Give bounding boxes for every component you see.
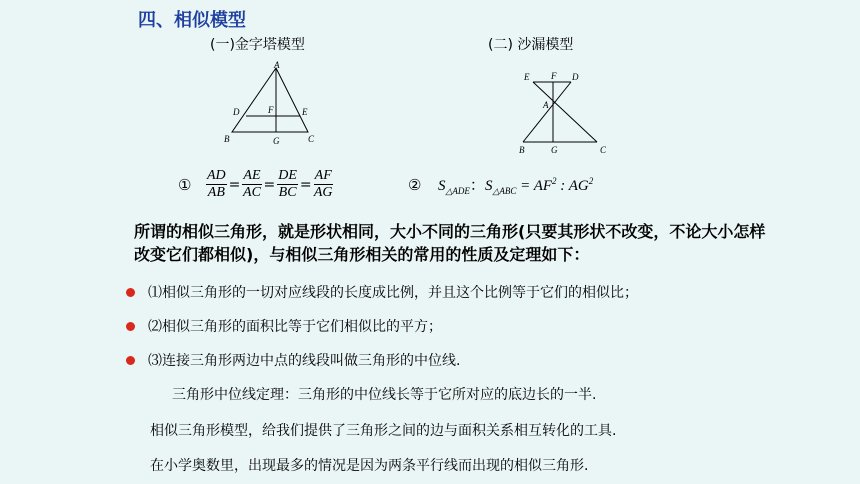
point-label-g: G bbox=[273, 136, 280, 146]
point-label-g: G bbox=[551, 145, 558, 155]
point-label-b: B bbox=[519, 145, 525, 155]
olympiad-note: 在小学奥数里，出现最多的情况是因为两条平行线而出现的相似三角形. bbox=[150, 458, 589, 474]
fraction: $\frac{AD}{AB}$ bbox=[207, 168, 226, 200]
point-label-e: E bbox=[302, 107, 308, 117]
pyramid-model-label: (一)金字塔模型 bbox=[210, 37, 305, 53]
point-label-c: C bbox=[600, 145, 607, 155]
hourglass-model-label: (二) 沙漏模型 bbox=[488, 37, 574, 53]
bullet-item: ⑶连接三角形两边中点的线段叫做三角形的中位线. bbox=[148, 353, 461, 369]
fraction: $\frac{AE}{AC}$ bbox=[243, 168, 261, 200]
bullet-dot bbox=[126, 288, 135, 297]
point-label-b: B bbox=[224, 134, 230, 144]
point-label-a: A bbox=[274, 60, 280, 70]
formula-marker-1: ① bbox=[178, 176, 192, 194]
page-title: 四、相似模型 bbox=[138, 10, 246, 31]
formula-marker-2: ② bbox=[408, 176, 422, 194]
point-label-f: F bbox=[268, 105, 274, 115]
point-label-d: D bbox=[572, 72, 579, 82]
intro-paragraph: 所谓的相似三角形，就是形状相同，大小不同的三角形(只要其形状不改变，不论大小怎样改变它们都相似)，与相似三角形相关的常用的性质及定理如下： bbox=[134, 222, 766, 264]
point-label-a: A bbox=[543, 100, 549, 110]
point-label-e: E bbox=[524, 72, 530, 82]
bullet-item: ⑴相似三角形的一切对应线段的长度成比例，并且这个比例等于它们的相似比； bbox=[148, 285, 638, 301]
bullet-dot bbox=[126, 356, 135, 365]
hourglass-diagram bbox=[515, 70, 615, 150]
point-label-f: F bbox=[551, 71, 557, 81]
midline-theorem: 三角形中位线定理：三角形的中位线长等于它所对应的底边长的一半. bbox=[172, 387, 597, 403]
fraction: $\frac{DE}{BC}$ bbox=[278, 168, 297, 200]
bullet-dot bbox=[126, 322, 135, 331]
point-label-c: C bbox=[308, 134, 315, 144]
fraction: $\frac{AF}{AG}$ bbox=[313, 168, 333, 200]
bullet-item: ⑵相似三角形的面积比等于它们相似比的平方； bbox=[148, 319, 442, 335]
model-note: 相似三角形模型，给我们提供了三角形之间的边与面积关系相互转化的工具. bbox=[150, 423, 617, 439]
area-ratio-formula: $S_{\triangle ADE}$：$S_{\triangle ABC} = AF^2$ : $AG^2$ bbox=[438, 176, 594, 196]
ratio-formula: $\frac{AD}{AB}$ = $\frac{AE}{AC}$ = $\frac{DE}{BC}$ = $\frac{AF}{AG}$ bbox=[207, 168, 333, 200]
point-label-d: D bbox=[233, 107, 240, 117]
